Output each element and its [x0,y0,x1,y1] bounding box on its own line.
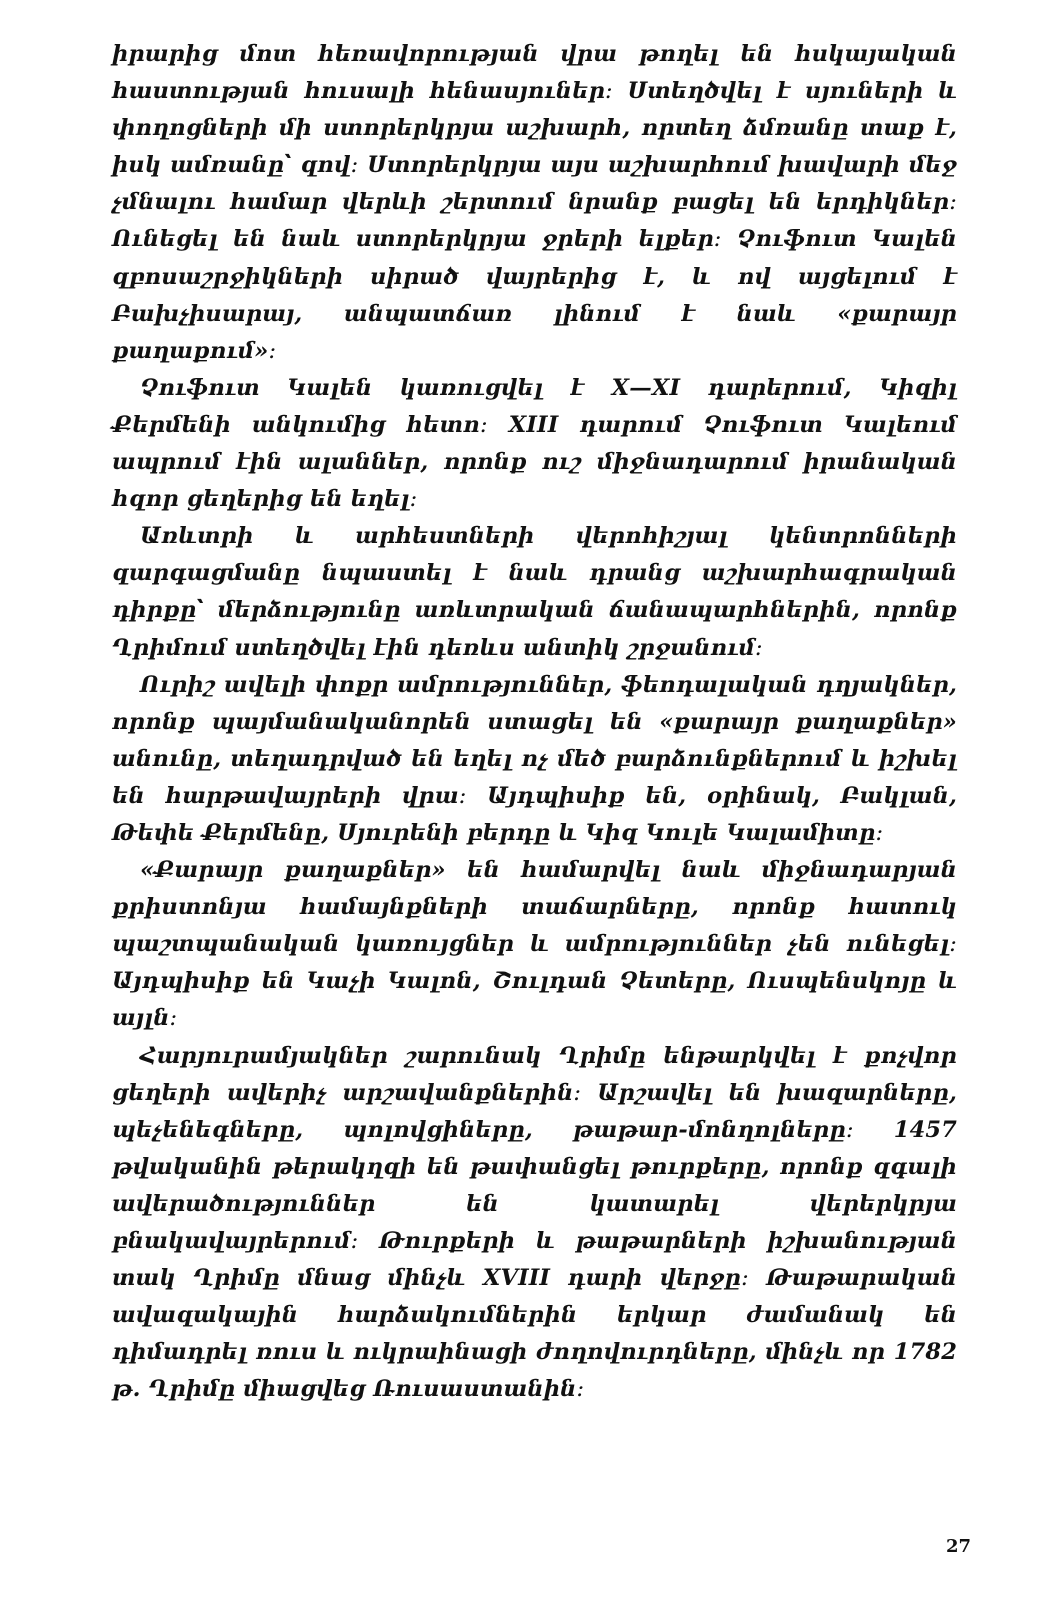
paragraph-6: Հարյուրամյակներ շարունակ Ղրիմը ենթարկվել է քոչվոր ցեղերի ավերիչ արշավանքներին։ Արշավել են խազարները, պեչենեգները, պոլովցիները, թաթար-մոնղոլները։ 1457 թվականին թերակղզի են թափանցել թուրքերը, որոնք զգալի ավերածություններ են կատարել վերերկրյա բնակավայրերում։ Թուրքերի և թաթարների իշխանության տակ Ղրիմը մնաց մինչև XVIII դարի վերջը։ Թաթարական ավազակային հարձակումներին երկար ժամանակ են դիմադրել ռուս և ուկրաինացի ժողովուրդները, մինչև որ 1782 թ. Ղրիմը միացվեց Ռուսաստանին։ [112,1042,957,1403]
paragraph-1: իրարից մոտ հեռավորության վրա թողել են հսկայական հաստության հուսալի հենասյուներ։ Ստեղծվել է սյուների և փողոցների մի ստորերկրյա աշխարհ, որտեղ ձմռանը տաք է, իսկ ամռանը՝ զով։ Ստորերկրյա այս աշխարհում խավարի մեջ չմնալու համար վերևի շերտում նրանք բացել են երդիկներ։ Ունեցել են նաև ստորերկրյա ջրերի ելքեր։ Չուֆուտ Կալեն զբոսաշրջիկների սիրած վայրերից է, և ով այցելում է Բախչիսարայ, անպատճառ լինում է նաև «քարայր քաղաքում»։ [112,41,957,364]
body-text [112,36,957,1408]
paragraph-2: Չուֆուտ Կալեն կառուցվել է X—XI դարերում, Կիզիլ Քերմենի անկումից հետո։ XIII դարում Չուֆուտ Կալեում ապրում էին ալաններ, որոնք ուշ միջնադարում իրանական հզոր ցեղերից են եղել։ [112,374,957,513]
paragraph-5: «Քարայր քաղաքներ» են համարվել նաև միջնադարյան քրիստոնյա համայնքների տաճարները, որոնք հատուկ պաշտպանական կառույցներ և ամրություններ չեն ունեցել։ Այդպիսիք են Կաչի Կալոն, Շուլդան Չետերը, Ուսպենսկոյը և այլն։ [112,857,957,1032]
paragraph-3: Առևտրի և արհեստների վերոհիշյալ կենտրոնների զարգացմանը նպաստել է նաև դրանց աշխարհագրական դիրքը՝ մերձությունը առևտրական ճանապարհներին, որոնք Ղրիմում ստեղծվել էին դեռևս անտիկ շրջանում։ [112,523,957,661]
page-number: 27 [945,1536,971,1557]
paragraph-4: Ուրիշ ավելի փոքր ամրություններ, ֆեոդալական դղյակներ, որոնք պայմանականորեն ստացել են «քարայր քաղաքներ» անունը, տեղադրված են եղել ոչ մեծ բարձունքներում և իշխել են հարթավայրերի վրա։ Այդպիսիք են, օրինակ, Բակլան, Թեփե Քերմենը, Սյուրենի բերդը և Կիզ Կուլե Կալամիտը։ [112,671,957,846]
